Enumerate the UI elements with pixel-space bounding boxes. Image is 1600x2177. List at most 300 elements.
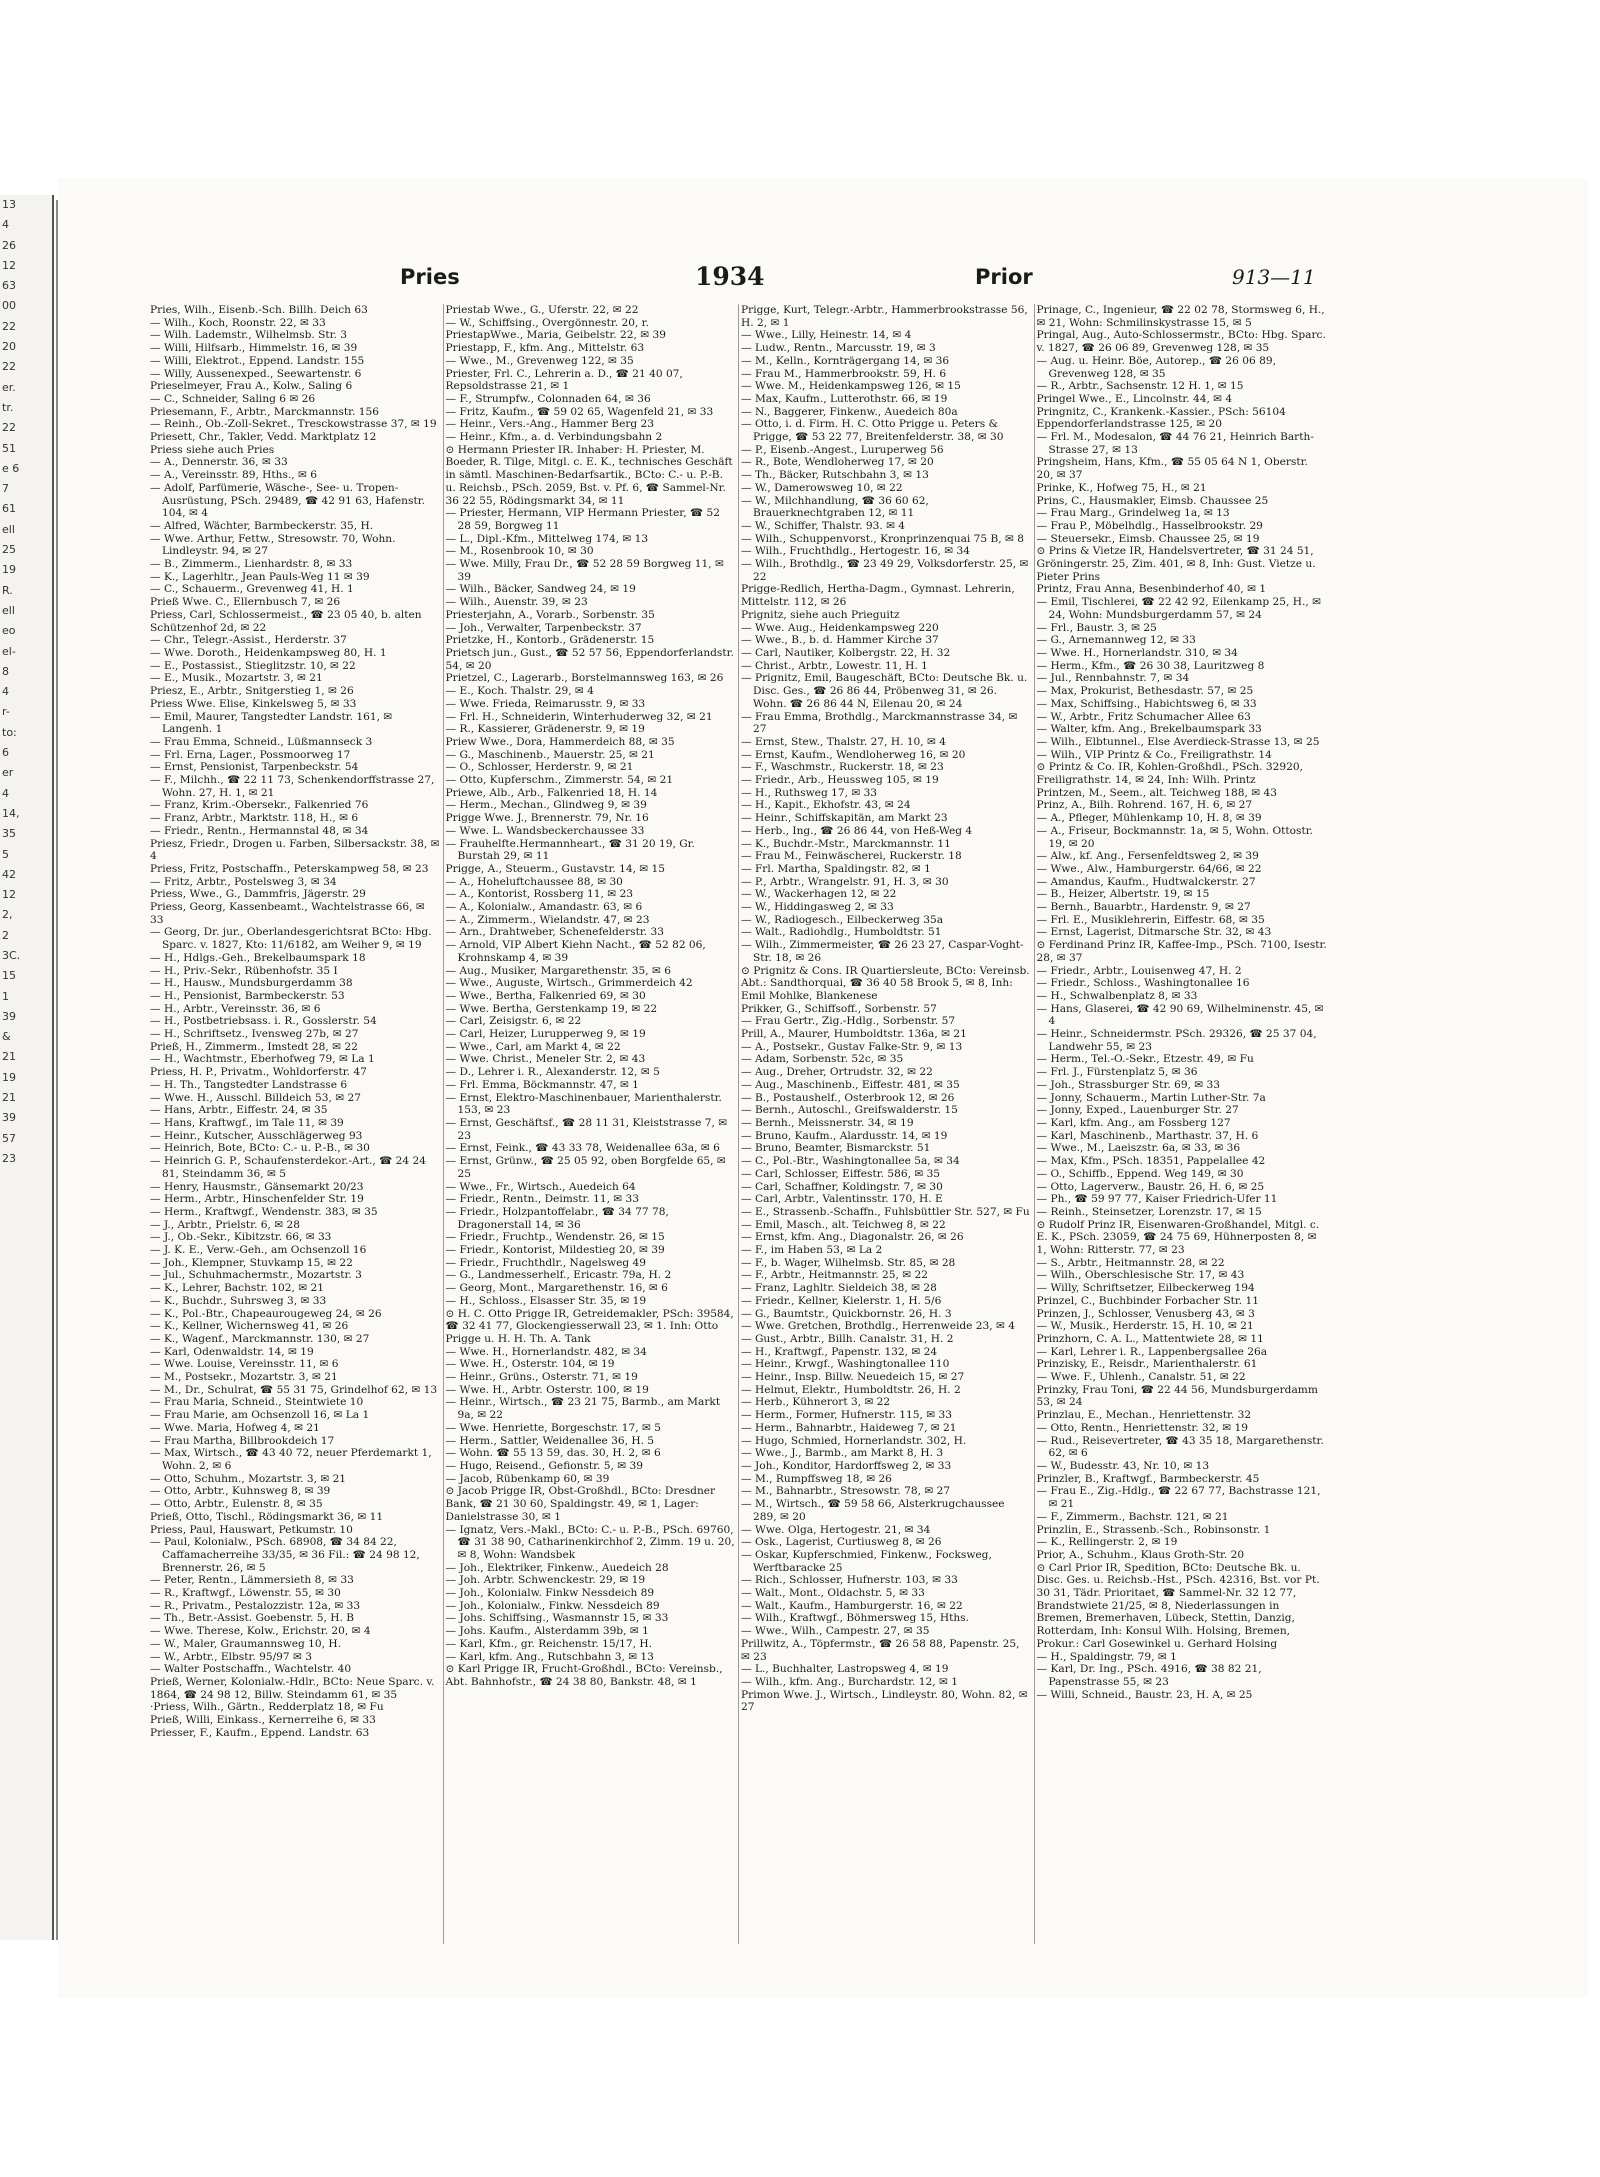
directory-entry: — Wilh., Kraftwgf., Böhmersweg 15, Hths. bbox=[741, 1612, 969, 1625]
directory-entry: — Wwe., Wilh., Campestr. 27, ✉ 35 bbox=[741, 1625, 930, 1638]
directory-entry: — Herm., Kraftwgf., Wendenstr. 383, ✉ 35 bbox=[150, 1205, 378, 1218]
directory-entry: — Otto, Lagerverw., Baustr. 26, H. 6, ✉ 25 bbox=[1036, 1180, 1265, 1193]
directory-entry: — E., Musik., Mozartstr. 3, ✉ 21 bbox=[150, 672, 323, 685]
header-year: 1934 bbox=[695, 262, 765, 291]
directory-entry: Priess, Fritz, Postschaffn., Peterskampweg 58, ✉ 23 bbox=[150, 862, 429, 875]
directory-entry: Printzen, M., Seem., alt. Teichweg 188, ✉ 43 bbox=[1036, 786, 1277, 799]
directory-entry: — R., Privatm., Pestalozzistr. 12a, ✉ 33 bbox=[150, 1599, 361, 1612]
directory-entry: — Wilh., Brothdlg., ☎ 23 49 29, Volksdorferstr. 25, ✉ 22 bbox=[741, 558, 1029, 583]
directory-entry: — Wwe. Therese, Kolw., Erichstr. 20, ✉ 4 bbox=[150, 1625, 371, 1638]
directory-entry: — H. Th., Tangstedter Landstrasse 6 bbox=[150, 1078, 348, 1091]
directory-entry: — Carl, Nautiker, Kolbergstr. 22, H. 32 bbox=[741, 646, 951, 659]
directory-entry: — A., Kontorist, Rossberg 11, ✉ 23 bbox=[445, 888, 633, 901]
directory-entry: — W., Arbtr., Elbstr. 95/97 ✉ 3 bbox=[150, 1650, 312, 1663]
directory-entry: — Heinrich, Bote, BCto: C.- u. P.-B., ✉ 30 bbox=[150, 1142, 370, 1155]
adjacent-page-text: 7 bbox=[2, 482, 9, 496]
directory-entry: — Walt., Mont., Oldachstr. 5, ✉ 33 bbox=[741, 1587, 925, 1600]
directory-entry: — K., Lehrer, Bachstr. 102, ✉ 21 bbox=[150, 1282, 324, 1295]
directory-entry: — Joh. Arbtr. Schwenckestr. 29, ✉ 19 bbox=[445, 1574, 646, 1587]
directory-entry: — Bruno, Kaufm., Alardusstr. 14, ✉ 19 bbox=[741, 1129, 948, 1142]
directory-entry: — F., Arbtr., Heitmannstr. 25, ✉ 22 bbox=[741, 1269, 928, 1282]
directory-entry: Priestapp, F., kfm. Ang., Mittelstr. 63 bbox=[445, 342, 645, 355]
directory-entry: — Frl. Martha, Spaldingstr. 82, ✉ 1 bbox=[741, 862, 931, 875]
directory-entry: — Reinh., Steinsetzer, Lorenzstr. 17, ✉ 15 bbox=[1036, 1205, 1262, 1218]
directory-entry: Pringnitz, C., Krankenk.-Kassier., PSch: 56104 Eppendorferlandstrasse 125, ✉ 20 bbox=[1036, 405, 1286, 431]
adjacent-page-text: 19 bbox=[2, 1070, 16, 1084]
directory-entry: — Walt., Kaufm., Hamburgerstr. 16, ✉ 22 bbox=[741, 1599, 963, 1612]
adjacent-page-text: ell bbox=[2, 603, 15, 617]
directory-entry: — Heinr., Vers.-Ang., Hammer Berg 23 bbox=[445, 418, 655, 431]
directory-entry: — A., Kolonialw., Amandastr. 63, ✉ 6 bbox=[445, 901, 643, 914]
adjacent-page-text: 21 bbox=[2, 1050, 16, 1064]
directory-entry: — O., Schiffb., Eppend. Weg 149, ✉ 30 bbox=[1036, 1167, 1244, 1180]
directory-entry: — Frau Maria, Schneid., Steintwiete 10 bbox=[150, 1396, 364, 1409]
directory-entry: — B., Heizer, Albertstr. 19, ✉ 15 bbox=[1036, 888, 1210, 901]
directory-entry: — Adam, Sorbenstr. 52c, ✉ 35 bbox=[741, 1053, 904, 1066]
directory-entry: — Chr., Telegr.-Assist., Herderstr. 37 bbox=[150, 634, 347, 647]
directory-entry: Priesett, Chr., Takler, Vedd. Marktplatz 12 bbox=[150, 431, 377, 444]
directory-entry: Prinzhorn, C. A. L., Mattentwiete 28, ✉ 11 bbox=[1036, 1332, 1264, 1345]
directory-entry: Prieselmeyer, Frau A., Kolw., Saling 6 bbox=[150, 380, 353, 393]
directory-entry: — Herm., Arbtr., Hinschenfelder Str. 19 bbox=[150, 1193, 364, 1206]
directory-entry: ⊙ Printz & Co. IR, Kohlen-Großhdl., PSch. 32920, Freiligrathstr. 14, ✉ 24, Inh: Wilh. Printz bbox=[1036, 761, 1303, 787]
directory-entry: — Wwe. M., Heidenkampsweg 126, ✉ 15 bbox=[741, 380, 961, 393]
directory-entry: — Carl, Schaffner, Koldingstr. 7, ✉ 30 bbox=[741, 1180, 943, 1193]
directory-entry: — Heinr., Schneidermstr. PSch. 29326, ☎ 25 37 04, Landwehr 55, ✉ 23 bbox=[1036, 1028, 1317, 1053]
directory-entry: — Wilh., Zimmermeister, ☎ 26 23 27, Caspar-Voght-Str. 18, ✉ 26 bbox=[741, 939, 1024, 964]
adjacent-page-text: 2, bbox=[2, 908, 13, 922]
directory-entry: — L., Dipl.-Kfm., Mittelweg 174, ✉ 13 bbox=[445, 532, 649, 545]
directory-entry: — Friedr., Kontorist, Mildestieg 20, ✉ 39 bbox=[445, 1244, 665, 1257]
directory-entry: — Wwe., Fr., Wirtsch., Auedeich 64 bbox=[445, 1180, 636, 1193]
directory-entry: — Frauhelfte.Hermannheart., ☎ 31 20 19, Gr. Burstah 29, ✉ 11 bbox=[445, 837, 695, 863]
header-last-name: Prior bbox=[975, 265, 1033, 289]
directory-entry: — F., Strumpfw., Colonnaden 64, ✉ 36 bbox=[445, 392, 651, 405]
adjacent-page-text: 4 bbox=[2, 685, 9, 699]
directory-entry: Priesemann, F., Arbtr., Marckmannstr. 156 bbox=[150, 405, 379, 418]
directory-entry: — Heinr., Krwgf., Washingtonallee 110 bbox=[741, 1358, 950, 1371]
directory-entry: — B., Postaushelf., Osterbrook 12, ✉ 26 bbox=[741, 1091, 955, 1104]
directory-entry: — Bernh., Autoschl., Greifswalderstr. 15 bbox=[741, 1104, 958, 1117]
directory-entry: Priestab Wwe., G., Uferstr. 22, ✉ 22 bbox=[445, 304, 639, 316]
directory-entry: — Herm., Mechan., Glindweg 9, ✉ 39 bbox=[445, 799, 647, 812]
directory-entry: — Carl, Heizer, Lurupperweg 9, ✉ 19 bbox=[445, 1028, 646, 1041]
directory-entry: — Friedr., Arb., Heussweg 105, ✉ 19 bbox=[741, 774, 939, 787]
directory-entry: Printz, Frau Anna, Besenbinderhof 40, ✉ 1 bbox=[1036, 583, 1267, 596]
directory-entry: — Wwe. Maria, Hofweg 4, ✉ 21 bbox=[150, 1421, 320, 1434]
adjacent-page-text: 4 bbox=[2, 218, 9, 232]
directory-entry: — Frl. H., Schneiderin, Winterhuderweg 32, ✉ 21 bbox=[445, 710, 713, 723]
directory-entry: — Frau Emma, Schneid., Lüßmannseck 3 bbox=[150, 735, 373, 748]
directory-entry: Prieß Wwe. C., Ellernbusch 7, ✉ 26 bbox=[150, 596, 341, 609]
directory-entry: — M., Wirtsch., ☎ 59 58 66, Alsterkrugchaussee 289, ✉ 20 bbox=[741, 1498, 1005, 1523]
directory-entry: — Hans, Glaserei, ☎ 42 90 69, Wilhelminenstr. 45, ✉ 4 bbox=[1036, 1002, 1324, 1028]
adjacent-page-text: 5 bbox=[2, 847, 9, 861]
directory-entry: — C., Schauerm., Grevenweg 41, H. 1 bbox=[150, 583, 354, 596]
directory-entry: — Wilh., Bäcker, Sandweg 24, ✉ 19 bbox=[445, 583, 636, 596]
directory-entry: — M., Bahnarbtr., Stresowstr. 78, ✉ 27 bbox=[741, 1485, 951, 1498]
directory-entry: — Heinrich G. P., Schaufensterdekor.-Art., ☎ 24 24 81, Steindamm 36, ✉ 5 bbox=[150, 1155, 427, 1180]
directory-entry: — H., Spaldingstr. 79, ✉ 1 bbox=[1036, 1650, 1177, 1663]
directory-entry: — Carl, Zeisigstr. 6, ✉ 22 bbox=[445, 1015, 582, 1028]
directory-entry: — Karl, Maschinenb., Marthastr. 37, H. 6 bbox=[1036, 1129, 1259, 1142]
directory-entry: Prietsch jun., Gust., ☎ 52 57 56, Eppendorferlandstr. 54, ✉ 20 bbox=[445, 646, 734, 672]
directory-entry: — Karl, Odenwaldstr. 14, ✉ 19 bbox=[150, 1345, 314, 1358]
directory-entry: — Bruno, Beamter, Bismarckstr. 51 bbox=[741, 1142, 931, 1155]
directory-entry: — Prignitz, Emil, Baugeschäft, BCto: Deutsche Bk. u. Disc. Ges., ☎ 26 86 44, Pröbenweg 31, ✉ 26. Wohn. ☎ 26 86 44 N, Eilenau 20, ✉ 24 bbox=[741, 672, 1028, 710]
directory-entry: — Wwe. Aug., Heidenkampsweg 220 bbox=[741, 621, 939, 634]
adjacent-page-text: eo bbox=[2, 624, 16, 638]
directory-entry: — Johs. Schiffsing., Wasmannstr 15, ✉ 33 bbox=[445, 1612, 669, 1625]
directory-entry: — Wilh., kfm. Ang., Burchardstr. 12, ✉ 1 bbox=[741, 1675, 958, 1688]
directory-entry: — R., Kraftwgf., Löwenstr. 55, ✉ 30 bbox=[150, 1587, 341, 1600]
adjacent-page-text: ell bbox=[2, 522, 15, 536]
directory-entry: — Priester, Hermann, VIP Hermann Priester, ☎ 52 28 59, Borgweg 11 bbox=[445, 507, 720, 532]
directory-entry: Priester, Frl. C., Lehrerin a. D., ☎ 21 40 07, Repsoldstrasse 21, ✉ 1 bbox=[445, 367, 683, 393]
directory-entry: Priess siehe auch Pries bbox=[150, 443, 275, 456]
directory-entry: — Wwe., B., b. d. Hammer Kirche 37 bbox=[741, 634, 939, 647]
directory-entry: — D., Lehrer i. R., Alexanderstr. 12, ✉ 5 bbox=[445, 1066, 660, 1079]
directory-entry: — W., Radiogesch., Eilbeckerweg 35a bbox=[741, 913, 944, 926]
directory-entry: — W., Musik., Herderstr. 15, H. 10, ✉ 21 bbox=[1036, 1320, 1254, 1333]
adjacent-page-text: to: bbox=[2, 725, 17, 739]
directory-entry: — O., Schlosser, Herderstr. 9, ✉ 21 bbox=[445, 761, 634, 774]
directory-entry: — H., Priv.-Sekr., Rübenhofstr. 35 I bbox=[150, 964, 338, 977]
directory-entry: — Willi, Schneid., Baustr. 23, H. A, ✉ 25 bbox=[1036, 1688, 1253, 1701]
directory-entry: — Heinr., Wirtsch., ☎ 23 21 75, Barmb., am Markt 9a, ✉ 22 bbox=[445, 1396, 721, 1422]
directory-entry: — Th., Betr.-Assist. Goebenstr. 5, H. B bbox=[150, 1612, 354, 1625]
directory-entry: — Joh., Verwalter, Tarpenbeckstr. 37 bbox=[445, 621, 642, 634]
directory-entry: — Wwe., Auguste, Wirtsch., Grimmerdeich 42 bbox=[445, 977, 693, 990]
directory-entry: — Frau P., Möbelhdlg., Hasselbrookstr. 29 bbox=[1036, 519, 1263, 532]
directory-entry: — Ernst, Pensionist, Tarpenbeckstr. 54 bbox=[150, 761, 359, 774]
directory-entry: — R., Arbtr., Sachsenstr. 12 H. 1, ✉ 15 bbox=[1036, 380, 1244, 393]
directory-entry: — K., Wagenf., Marckmannstr. 130, ✉ 27 bbox=[150, 1332, 370, 1345]
directory-entry: — C., Pol.-Btr., Washingtonallee 5a, ✉ 34 bbox=[741, 1155, 960, 1168]
directory-entry: — Max, Schiffsing., Habichtsweg 6, ✉ 33 bbox=[1036, 697, 1257, 710]
directory-entry: — Ernst, Kaufm., Wendloherweg 16, ✉ 20 bbox=[741, 748, 966, 761]
adjacent-page-text: 61 bbox=[2, 502, 16, 516]
directory-entry: — H., Ruthsweg 17, ✉ 33 bbox=[741, 786, 878, 799]
adjacent-page-text: er. bbox=[2, 380, 16, 394]
directory-entry: Prinzisky, E., Reisdr., Marienthalerstr. 61 bbox=[1036, 1358, 1258, 1371]
directory-entry: Prigge, A., Steuerm., Gustavstr. 14, ✉ 15 bbox=[445, 862, 666, 875]
directory-entry: Priesterjahn, A., Vorarb., Sorbenstr. 35 bbox=[445, 608, 655, 621]
directory-entry: — A., Zimmerm., Wielandstr. 47, ✉ 23 bbox=[445, 913, 650, 926]
directory-entry: — Ludw., Rentn., Marcusstr. 19, ✉ 3 bbox=[741, 342, 936, 355]
directory-entry: — Oskar, Kupferschmied, Finkenw., Focksweg, Werftbaracke 25 bbox=[741, 1548, 992, 1574]
directory-entry: Prinzky, Frau Toni, ☎ 22 44 56, Mundsburgerdamm 53, ✉ 24 bbox=[1036, 1383, 1318, 1409]
adjacent-page-text: 39 bbox=[2, 1009, 16, 1023]
directory-entry: — P., Eisenb.-Angest., Luruperweg 56 bbox=[741, 443, 944, 456]
directory-entry: — Osk., Lagerist, Curtiusweg 8, ✉ 26 bbox=[741, 1536, 942, 1549]
directory-entry: ⊙ Karl Prigge IR, Frucht-Großhdl., BCto: Vereinsb., Abt. Bahnhofstr., ☎ 24 38 80, Bankstr. 48, ✉ 1 bbox=[445, 1663, 723, 1688]
directory-entry: — Th., Bäcker, Rutschbahn 3, ✉ 13 bbox=[741, 469, 929, 482]
directory-entry: — H., Schriftsetz., Ivensweg 27b, ✉ 27 bbox=[150, 1028, 359, 1041]
directory-entry: Prietzke, H., Kontorb., Grädenerstr. 15 bbox=[445, 634, 655, 647]
directory-entry: — Ernst, Geschäftsf., ☎ 28 11 31, Kleiststrasse 7, ✉ 23 bbox=[445, 1117, 728, 1142]
directory-entry: — E., Koch. Thalstr. 29, ✉ 4 bbox=[445, 685, 594, 698]
directory-entry: — Frl. Erna, Lager., Possmoorweg 17 bbox=[150, 748, 351, 761]
directory-entry: — Joh., Kolonialw., Finkw. Nessdeich 89 bbox=[445, 1599, 660, 1612]
directory-entry: — H., Pensionist, Barmbeckerstr. 53 bbox=[150, 989, 345, 1002]
adjacent-page-text: 63 bbox=[2, 279, 16, 293]
directory-entry: — Herm., Former, Hufnerstr. 115, ✉ 33 bbox=[741, 1409, 952, 1422]
directory-entry: — Wwe., M., Grevenweg 122, ✉ 35 bbox=[445, 354, 634, 367]
directory-entry: — P., Arbtr., Wrangelstr. 91, H. 3, ✉ 30 bbox=[741, 875, 949, 888]
adjacent-page-text: 22 bbox=[2, 360, 16, 374]
directory-entry: — F., im Haben 53, ✉ La 2 bbox=[741, 1244, 883, 1257]
directory-entry: — F., b. Wager, Wilhelmsb. Str. 85, ✉ 28 bbox=[741, 1256, 956, 1269]
adjacent-page-text: 15 bbox=[2, 969, 16, 983]
directory-entry: — K., Buchdr.-Mstr., Marckmannstr. 11 bbox=[741, 837, 951, 850]
directory-entry: — Friedr., Holzpantoffelabr., ☎ 34 77 78, Dragonerstall 14, ✉ 36 bbox=[445, 1205, 669, 1231]
directory-entry: — Joh., Kolonialw. Finkw Nessdeich 89 bbox=[445, 1587, 655, 1600]
directory-entry: Priess, H. P., Privatm., Wohldorferstr. 47 bbox=[150, 1066, 367, 1079]
directory-entry: — W., Damerowsweg 10, ✉ 22 bbox=[741, 481, 903, 494]
directory-entry: Pringsheim, Hans, Kfm., ☎ 55 05 64 N 1, Oberstr. 20, ✉ 37 bbox=[1036, 456, 1308, 482]
page-header bbox=[150, 262, 1330, 298]
directory-entry: — S., Arbtr., Heitmannstr. 28, ✉ 22 bbox=[1036, 1256, 1225, 1269]
directory-entry: — Joh., Konditor, Hardorffsweg 2, ✉ 33 bbox=[741, 1459, 952, 1472]
header-first-name: Pries bbox=[400, 265, 460, 289]
directory-entry: — Jonny, Exped., Lauenburger Str. 27 bbox=[1036, 1104, 1239, 1117]
directory-entry: — Heinr., Kutscher, Ausschlägerweg 93 bbox=[150, 1129, 363, 1142]
directory-entry: — Ph., ☎ 59 97 77, Kaiser Friedrich-Ufer 11 bbox=[1036, 1193, 1278, 1206]
directory-entry: — Amandus, Kaufm., Hudtwalckerstr. 27 bbox=[1036, 875, 1256, 888]
directory-entry: — Herm., Bahnarbtr., Haideweg 7, ✉ 21 bbox=[741, 1421, 957, 1434]
adjacent-page-text: 23 bbox=[2, 1151, 16, 1165]
directory-entry: — Willy, Aussenexped., Seewartenstr. 6 bbox=[150, 367, 362, 380]
directory-entry: — Heinr., Kfm., a. d. Verbindungsbahn 2 bbox=[445, 431, 663, 444]
directory-entry: — W., Maler, Graumannsweg 10, H. bbox=[150, 1637, 341, 1650]
directory-entry: — Jacob, Rübenkamp 60, ✉ 39 bbox=[445, 1472, 610, 1485]
directory-entry: — Hans, Arbtr., Eiffestr. 24, ✉ 35 bbox=[150, 1104, 328, 1117]
directory-entry: — H., Schwalbenplatz 8, ✉ 33 bbox=[1036, 989, 1198, 1002]
directory-entry: ⊙ Rudolf Prinz IR, Eisenwaren-Großhandel, Mitgl. c. E. K., PSch. 23059, ☎ 24 75 69, Hühnerposten 8, ✉ 1, Wohn: Ritterstr. 77, ✉ 23 bbox=[1036, 1218, 1320, 1257]
directory-entry: — Frau M., Hammerbrookstr. 59, H. 6 bbox=[741, 367, 947, 380]
directory-entry: — Frl., Baustr. 3, ✉ 25 bbox=[1036, 621, 1157, 634]
directory-entry: PriestapWwe., Maria, Geibelstr. 22, ✉ 39 bbox=[445, 329, 666, 342]
directory-entry: — Wilh., Schuppenvorst., Kronprinzenquai 75 B, ✉ 8 bbox=[741, 532, 1025, 545]
directory-entry: — Herm., Kfm., ☎ 26 30 38, Lauritzweg 8 bbox=[1036, 659, 1265, 672]
adjacent-page-text: 21 bbox=[2, 1091, 16, 1105]
directory-entry: — K., Pol.-Btr., Chapeaurougeweg 24, ✉ 26 bbox=[150, 1307, 382, 1320]
directory-entry: — Willy, Schriftsetzer, Eilbeckerweg 194 bbox=[1036, 1282, 1255, 1295]
directory-entry: — Otto, Rentn., Henriettenstr. 32, ✉ 19 bbox=[1036, 1421, 1248, 1434]
directory-entry: — Aug. u. Heinr. Böe, Autorep., ☎ 26 06 89, Grevenweg 128, ✉ 35 bbox=[1036, 354, 1276, 380]
directory-entry: Pringal, Aug., Auto-Schlossermstr., BCto: Hbg. Sparc. v. 1827, ☎ 26 06 89, Grevenweg 128, ✉ 35 bbox=[1036, 329, 1326, 355]
directory-entry: — C., Schneider, Saling 6 ✉ 26 bbox=[150, 392, 316, 405]
directory-entry: ⊙ Carl Prior IR, Spedition, BCto: Deutsche Bk. u. Disc. Ges. u. Reichsb.-Hst., PSch. 42316, Bst. vor Pt. 30 31, Tädr. Prioritaet, ☎ Sammel-Nr. 32 12 77, Brandstwiete 21/25, ✉ 8, Niederlassungen in Bremen, Bremerhaven, Lübeck, Stettin, Danzig, Rotterdam, Inh: Konsul Wilh. Holsing, Bremen, Prokur.: Carl Gosewinkel u. Gerhard Holsing bbox=[1036, 1561, 1320, 1650]
directory-entry: — Heinr., Schiffskapitän, am Markt 23 bbox=[741, 812, 948, 825]
directory-entry: — Franz, Krim.-Obersekr., Falkenried 76 bbox=[150, 799, 369, 812]
directory-entry: — Friedr., Fruchthdlr., Nagelsweg 49 bbox=[445, 1256, 646, 1269]
directory-entry: Priess, Georg, Kassenbeamt., Wachtelstrasse 66, ✉ 33 bbox=[150, 901, 425, 926]
adjacent-page-text: 26 bbox=[2, 238, 16, 252]
adjacent-page-text: 3C. bbox=[2, 948, 21, 962]
directory-entry: — H., Hausw., Mundsburgerdamm 38 bbox=[150, 977, 353, 990]
directory-entry: Prinz, A., Bilh. Rohrend. 167, H. 6, ✉ 27 bbox=[1036, 799, 1253, 812]
directory-entry: — Wwe. Olga, Hertogestr. 21, ✉ 34 bbox=[741, 1523, 931, 1536]
directory-entry: — Herb., Kühnerort 3, ✉ 22 bbox=[741, 1396, 891, 1409]
directory-entry: — Wohn. ☎ 55 13 59, das. 30, H. 2, ✉ 6 bbox=[445, 1447, 661, 1460]
directory-entry: Prinzlin, E., Strassenb.-Sch., Robinsonstr. 1 bbox=[1036, 1523, 1271, 1536]
directory-entry: — Ernst, Feink., ☎ 43 33 78, Weidenallee 63a, ✉ 6 bbox=[445, 1142, 720, 1155]
adjacent-page-text: R. bbox=[2, 583, 13, 597]
directory-entry: Prikker, G., Schiffsoff., Sorbenstr. 57 bbox=[741, 1002, 937, 1015]
directory-entry: — Wilh., Koch, Roonstr. 22, ✉ 33 bbox=[150, 316, 326, 329]
directory-entry: — E., Postassist., Stieglitzstr. 10, ✉ 22 bbox=[150, 659, 356, 672]
directory-entry: — H., Wachtmstr., Eberhofweg 79, ✉ La 1 bbox=[150, 1053, 375, 1066]
directory-entry: Prinzler, B., Kraftwgf., Barmbeckerstr. 45 bbox=[1036, 1472, 1260, 1485]
directory-entry: — Emil, Masch., alt. Teichweg 8, ✉ 22 bbox=[741, 1218, 946, 1231]
directory-entry: — Walt., Radiohdlg., Humboldtstr. 51 bbox=[741, 926, 942, 939]
directory-entry: — W., Budesstr. 43, Nr. 10, ✉ 13 bbox=[1036, 1459, 1210, 1472]
directory-entry: — Aug., Maschinenb., Eiffestr. 481, ✉ 35 bbox=[741, 1078, 960, 1091]
directory-entry: — Ernst, Elektro-Maschinenbauer, Marienthalerstr. 153, ✉ 23 bbox=[445, 1091, 722, 1117]
adjacent-page-text: r- bbox=[2, 705, 10, 719]
directory-entry: Prinzen, J., Schlosser, Venusberg 43, ✉ 3 bbox=[1036, 1307, 1255, 1320]
directory-entry: — Ernst, Grünw., ☎ 25 05 92, oben Borgfelde 65, ✉ 25 bbox=[445, 1155, 726, 1180]
directory-entry: — Frau M., Feinwäscherei, Ruckerstr. 18 bbox=[741, 850, 962, 863]
adjacent-page-text: 22 bbox=[2, 421, 16, 435]
directory-entry: Prior, A., Schuhm., Klaus Groth-Str. 20 bbox=[1036, 1548, 1245, 1561]
directory-entry: — R., Kassierer, Grädenerstr. 9, ✉ 19 bbox=[445, 723, 645, 736]
adjacent-page-text: el- bbox=[2, 644, 16, 658]
directory-entry: ⊙ Hermann Priester IR. Inhaber: H. Priester, M. Boeder, R. Tilge, Mitgl. c. E. K., technisches Geschäft in sämtl. Maschinen-Bedarfsartik., BCto: C.- u. P.-B. u. Reichsb., PSch. 2059, Bst. v. Pf. 6, ☎ Sammel-Nr. 36 22 55, Rödingsmarkt 34, ✉ 11 bbox=[445, 443, 733, 507]
directory-entry: — Karl, Lehrer i. R., Lappenbergsallee 26a bbox=[1036, 1345, 1268, 1358]
directory-entry: Priess, Paul, Hauswart, Petkumstr. 10 bbox=[150, 1523, 353, 1536]
directory-entry: Prieß, Otto, Tischl., Rödingsmarkt 36, ✉ 11 bbox=[150, 1510, 384, 1523]
directory-entry: — Wwe. H., Hornerlandstr. 310, ✉ 34 bbox=[1036, 646, 1238, 659]
directory-entry: — Emil, Maurer, Tangstedter Landstr. 161, ✉ Langenh. 1 bbox=[150, 710, 393, 736]
directory-entry: — H., Postbetriebsass. i. R., Gosslerstr. 54 bbox=[150, 1015, 377, 1028]
directory-entry: — Karl, Kfm., gr. Reichenstr. 15/17, H. bbox=[445, 1637, 652, 1650]
directory-entry: — Wwe., Lilly, Heinestr. 14, ✉ 4 bbox=[741, 329, 912, 342]
directory-entry: — Helmut, Elektr., Humboldtstr. 26, H. 2 bbox=[741, 1383, 961, 1396]
directory-entry: — Otto, i. d. Firm. H. C. Otto Prigge u. Peters & Prigge, ☎ 53 22 77, Breitenfelderstr. 38, ✉ 30 bbox=[741, 418, 1004, 444]
directory-entry: Priess, Carl, Schlossermeist., ☎ 23 05 40, b. alten Schützenhof 2d, ✉ 22 bbox=[150, 608, 422, 634]
directory-entry: — Otto, Schuhm., Mozartstr. 3, ✉ 21 bbox=[150, 1472, 347, 1485]
directory-entry: — Franz, Laghltr. Sieldeich 38, ✉ 28 bbox=[741, 1282, 937, 1295]
directory-entry: — Wwe. H., Hornerlandstr. 482, ✉ 34 bbox=[445, 1345, 647, 1358]
directory-entry: Prillwitz, A., Töpfermstr., ☎ 26 58 88, Papenstr. 25, ✉ 23 bbox=[741, 1637, 1020, 1663]
directory-entry: — Karl, kfm. Ang., Rutschbahn 3, ✉ 13 bbox=[445, 1650, 654, 1663]
directory-entry: — H., Kapit., Ekhofstr. 43, ✉ 24 bbox=[741, 799, 911, 812]
directory-entry: — J., Ob.-Sekr., Kibitzstr. 66, ✉ 33 bbox=[150, 1231, 332, 1244]
directory-entry: — Karl, kfm. Ang., am Fossberg 127 bbox=[1036, 1117, 1231, 1129]
adjacent-page-text: 13 bbox=[2, 198, 16, 211]
directory-entry: — K., Kellner, Wichernsweg 41, ✉ 26 bbox=[150, 1320, 349, 1333]
directory-entry: — Rud., Reisevertreter, ☎ 43 35 18, Margarethenstr. 62, ✉ 6 bbox=[1036, 1434, 1324, 1460]
directory-entry: — Max, Kfm., PSch. 18351, Pappelallee 42 bbox=[1036, 1155, 1266, 1168]
directory-entry: Priesz, Friedr., Drogen u. Farben, Silbersackstr. 38, ✉ 4 bbox=[150, 837, 440, 863]
directory-entry: — M., Kelln., Kornträgergang 14, ✉ 36 bbox=[741, 354, 950, 367]
directory-entry: — N., Baggerer, Finkenw., Auedeich 80a bbox=[741, 405, 958, 418]
directory-entry: — Aug., Musiker, Margarethenstr. 35, ✉ 6 bbox=[445, 964, 671, 977]
directory-entry: — Ignatz, Vers.-Makl., BCto: C.- u. P.-B., PSch. 69760, ☎ 31 38 90, Catharinenkirchhof 2, Zimm. 19 u. 20, ✉ 8, Wohn: Wandsbek bbox=[445, 1523, 735, 1561]
directory-entry: — Joh., Klempner, Stuvkamp 15, ✉ 22 bbox=[150, 1256, 353, 1269]
adjacent-page-text: 20 bbox=[2, 340, 16, 354]
directory-entry: Prieß, Werner, Kolonialw.-Hdlr., BCto: Neue Sparc. v. 1864, ☎ 24 98 12, Billw. Steindamm 61, ✉ 35 bbox=[150, 1675, 435, 1701]
adjacent-page-text: 57 bbox=[2, 1131, 16, 1145]
directory-entry: — W., Hiddingasweg 2, ✉ 33 bbox=[741, 901, 894, 914]
directory-entry: — Wwe., Alw., Hamburgerstr. 64/66, ✉ 22 bbox=[1036, 862, 1262, 875]
directory-entry: ⊙ Jacob Prigge IR, Obst-Großhdl., BCto: Dresdner Bank, ☎ 21 30 60, Spaldingstr. 49, ✉ 1, Lager: Danielstrasse 30, ✉ 1 bbox=[445, 1485, 716, 1523]
adjacent-page-text: 8 bbox=[2, 664, 9, 678]
directory-entry: — Aug., Dreher, Ortrudstr. 32, ✉ 22 bbox=[741, 1066, 933, 1079]
directory-entry: — K., Rellingerstr. 2, ✉ 19 bbox=[1036, 1536, 1178, 1549]
directory-entry: — Fritz, Arbtr., Postelsweg 3, ✉ 34 bbox=[150, 875, 337, 888]
directory-entry: — Heinr., Grüns., Osterstr. 71, ✉ 19 bbox=[445, 1371, 638, 1384]
directory-entry: — Joh., Strassburger Str. 69, ✉ 33 bbox=[1036, 1078, 1221, 1091]
directory-entry: Prinke, K., Hofweg 75, H., ✉ 21 bbox=[1036, 481, 1207, 494]
directory-entry: — Friedr., Rentn., Deimstr. 11, ✉ 33 bbox=[445, 1193, 640, 1206]
directory-entry: Priesz, E., Arbtr., Snitgerstieg 1, ✉ 26 bbox=[150, 685, 354, 698]
directory-entry: — Alw., kf. Ang., Fersenfeldtsweg 2, ✉ 39 bbox=[1036, 850, 1259, 863]
directory-entry: — A., Friseur, Bockmannstr. 1a, ✉ 5, Wohn. Ottostr. 19, ✉ 20 bbox=[1036, 824, 1314, 850]
directory-entry: — Bernh., Meissnerstr. 34, ✉ 19 bbox=[741, 1117, 914, 1129]
directory-entry: Prill, A., Maurer, Humboldtstr. 136a, ✉ 21 bbox=[741, 1028, 967, 1041]
directory-entry: — Wwe. Arthur, Fettw., Stresowstr. 70, Wohn. Lindleystr. 94, ✉ 27 bbox=[150, 532, 396, 558]
directory-entry: — Joh., Elektriker, Finkenw., Auedeich 28 bbox=[445, 1561, 669, 1574]
directory-entry: — Wilh., Fruchthdlg., Hertogestr. 16, ✉ 34 bbox=[741, 545, 971, 558]
adjacent-page-text: 6 bbox=[2, 746, 9, 760]
directory-entry: — Wwe., M., Laeiszstr. 6a, ✉ 33, ✉ 36 bbox=[1036, 1142, 1241, 1155]
directory-entry: Prinzel, C., Buchbinder Forbacher Str. 11 bbox=[1036, 1294, 1259, 1307]
directory-column-1 bbox=[148, 304, 444, 1944]
directory-entry: — Wwe., Carl, am Markt 4, ✉ 22 bbox=[445, 1040, 621, 1053]
directory-entry: — L., Buchhalter, Lastropsweg 4, ✉ 19 bbox=[741, 1663, 949, 1676]
directory-entry: — Herm., Sattler, Weidenallee 36, H. 5 bbox=[445, 1434, 655, 1447]
directory-entry: Priew Wwe., Dora, Hammerdeich 88, ✉ 35 bbox=[445, 735, 675, 748]
directory-entry: Prietzel, C., Lagerarb., Borstelmannsweg 163, ✉ 26 bbox=[445, 672, 724, 685]
adjacent-page-text: 2 bbox=[2, 928, 9, 942]
directory-entry: — Frau E., Zig.-Hdlg., ☎ 22 67 77, Bachstrasse 121, ✉ 21 bbox=[1036, 1485, 1321, 1511]
directory-entry: — Wwe. F., Uhlenh., Canalstr. 51, ✉ 22 bbox=[1036, 1371, 1246, 1384]
directory-entry: — E., Strassenb.-Schaffn., Fuhlsbüttler Str. 527, ✉ Fu bbox=[741, 1205, 1030, 1218]
directory-entry: — F., Zimmerm., Bachstr. 121, ✉ 21 bbox=[1036, 1510, 1229, 1523]
directory-entry: ⊙ Prins & Vietze IR, Handelsvertreter, ☎ 31 24 51, Gröningerstr. 25, Zim. 401, ✉ 8, Inh: Gust. Vietze u. Pieter Prins bbox=[1036, 545, 1316, 583]
directory-entry: Prigge-Redlich, Hertha-Dagm., Gymnast. Lehrerin, Mittelstr. 112, ✉ 26 bbox=[741, 583, 1015, 609]
directory-entry: — Wwe. Bertha, Gerstenkamp 19, ✉ 22 bbox=[445, 1002, 658, 1015]
directory-entry: — Otto, Arbtr., Kuhnsweg 8, ✉ 39 bbox=[150, 1485, 331, 1498]
adjacent-page-text: 14, bbox=[2, 806, 20, 820]
directory-entry: — Alfred, Wächter, Barmbeckerstr. 35, H. bbox=[150, 519, 374, 532]
directory-entry: — Frl. J., Fürstenplatz 5, ✉ 36 bbox=[1036, 1066, 1198, 1079]
directory-entry: — K., Buchdr., Suhrsweg 3, ✉ 33 bbox=[150, 1294, 327, 1307]
directory-entry: — J., Arbtr., Prielstr. 6, ✉ 28 bbox=[150, 1218, 301, 1231]
header-page-number: 913—11 bbox=[1232, 265, 1316, 289]
directory-entry: Prigge Wwe. J., Brennerstr. 79, Nr. 16 bbox=[445, 812, 649, 825]
directory-entry: — B., Zimmerm., Lienhardstr. 8, ✉ 33 bbox=[150, 558, 353, 571]
directory-entry: — A., Dennerstr. 36, ✉ 33 bbox=[150, 456, 288, 469]
directory-entry: — Fritz, Kaufm., ☎ 59 02 65, Wagenfeld 21, ✉ 33 bbox=[445, 405, 714, 418]
directory-entry: — G., Landmesserhelf., Ericastr. 79a, H. 2 bbox=[445, 1269, 672, 1282]
adjacent-page-text: 12 bbox=[2, 258, 16, 272]
directory-entry: — Max, Prokurist, Bethesdastr. 57, ✉ 25 bbox=[1036, 685, 1254, 698]
directory-entry: — Wwe. Henriette, Borgeschstr. 17, ✉ 5 bbox=[445, 1421, 661, 1434]
adjacent-page-text: 1 bbox=[2, 989, 9, 1003]
directory-entry: — Ernst, kfm. Ang., Diagonalstr. 26, ✉ 26 bbox=[741, 1231, 964, 1244]
directory-entry: — M., Dr., Schulrat, ☎ 55 31 75, Grindelhof 62, ✉ 13 bbox=[150, 1383, 438, 1396]
adjacent-page-text: 12 bbox=[2, 888, 16, 902]
directory-entry: — Willi, Hilfsarb., Himmelstr. 16, ✉ 39 bbox=[150, 342, 358, 355]
adjacent-page-fragment bbox=[0, 195, 54, 1940]
directory-entry: — H., Schloss., Elsasser Str. 35, ✉ 19 bbox=[445, 1294, 647, 1307]
directory-entry: — G., Arnemannweg 12, ✉ 33 bbox=[1036, 634, 1196, 647]
